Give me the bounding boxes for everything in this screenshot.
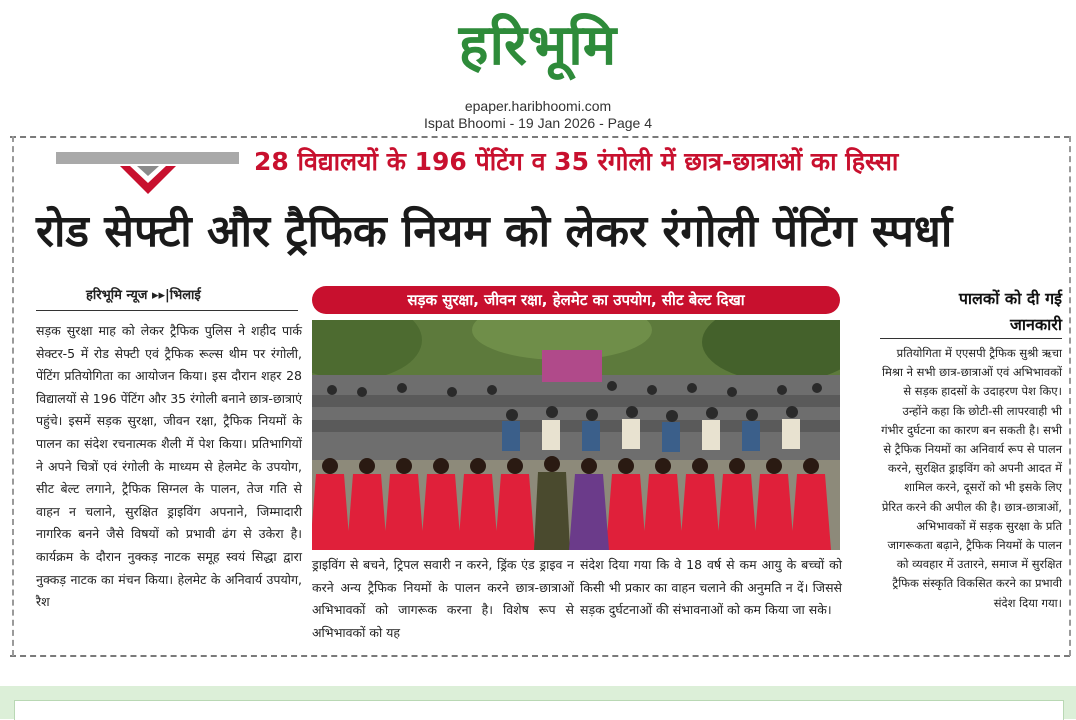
article-body-middle-column-1: ड्राइविंग से बचने, ट्रिपल सवारी न करने, ड्रिंक एंड ड्राइव न करने अन्य ट्रैफिक नियमों के पालन करने छात्र-छात्राओं अभिभावकों को जागरूक करना है। विशेष रूप से अभिभावकों को यह xyxy=(312,557,574,640)
haribhoomi-logo: हरिभूमि xyxy=(458,13,618,78)
article-byline: हरिभूमि न्यूज ▸▸|भिलाई xyxy=(86,288,201,303)
chevron-down-icon xyxy=(120,166,176,194)
article-body-left-column: सड़क सुरक्षा माह को लेकर ट्रैफिक पुलिस ने शहीद पार्क सेक्टर-5 में रोड सेफ्टी एवं ट्रैफिक रूल्स थीम पर रंगोली, पेंटिंग प्रतियोगिता का आयोजन किया। इस दौरान शहर 28 विद्यालयों से 196 पेंटिंग और 35 रंगोली बनाने छात्र-छात्राएं पहुंचे। इसमें सड़क सुरक्षा, जीवन रक्षा, ट्रैफिक नियमों के पालन का संदेश रचनात्मक शैली में पेश किया। प्रतिभागियों ने अपने चित्रों एवं रंगोली के माध्यम से हेलमेट के उपयोग, सीट बेल्ट लगाने, ट्रैफिक सिग्नल के पालन, तेज गति से वाहन न चलाने, सुरक्षित ड्राइविंग अपनाने, जिम्मादारी नागरिक बनने जैसे विषयों को प्रभावी ढंग से उकेरा है। कार्यक्रम के दौरान नुक्कड़ नाटक समूह स्वयं सिद्धा द्वारा नुक्कड़ नाटक का मंचन किया। हेलमेट के अनिवार्य उपयोग, रैश xyxy=(36,323,302,610)
clipping-border-right xyxy=(1069,136,1071,656)
footer-panel xyxy=(14,700,1064,720)
site-url[interactable]: epaper.haribhoomi.com xyxy=(464,98,612,114)
sidebar-body: प्रतियोगिता में एएसपी ट्रैफिक सुश्री ऋचा मिश्रा ने सभी छात्र-छात्राओं एवं अभिभावकों से सड़क हादसों के उदाहरण पेश किए। उन्होंने कहा कि छोटी-सी लापरवाही भी गंभीर दुर्घटना का कारण बन सकती है। सभी से ट्रैफिक नियमों का अनिवार्य रूप से पालन करने, सुरक्षित ड्राइविंग को अपनी आदत में शामिल करने, दूसरों को भी इसके लिए प्रेरित करने की अपील की है। छात्र-छात्राओं, अभिभावकों में सड़क सुरक्षा के प्रति जागरूकता बढ़ाने, ट्रैफिक नियमों के पालन को व्यवहार में उतारने, समाज में सुरक्षित ट्रैफिक संस्कृति विकसित करने का प्रभावी संदेश दिया गया। xyxy=(881,346,1062,610)
decorative-grey-bar xyxy=(56,152,239,164)
event-group-photo xyxy=(312,320,840,550)
article-body-middle-column-2: संदेश दिया गया कि वे 18 वर्ष से कम आयु के बच्चों को किसी भी प्रकार का वाहन चलाने की अनुमति न दें। जिससे सड़क दुर्घटनाओं की संभावनाओं को कम किया जा सके। xyxy=(580,557,842,618)
sidebar-divider xyxy=(880,338,1062,339)
article-kicker: 28 विद्यालयों के 196 पेंटिंग व 35 रंगोली में छात्र-छात्राओं का हिस्सा xyxy=(254,147,899,176)
edition-info: Ispat Bhoomi - 19 Jan 2026 - Page 4 xyxy=(423,115,653,131)
photo-caption-banner: सड़क सुरक्षा, जीवन रक्षा, हेलमेट का उपयोग, सीट बेल्ट दिखा xyxy=(312,286,840,314)
clipping-border-bottom xyxy=(10,655,1070,657)
sidebar-headline: पालकों को दी गई जानकारी xyxy=(958,289,1062,334)
clipping-border-left xyxy=(12,136,14,656)
article-headline: रोड सेफ्टी और ट्रैफिक नियम को लेकर रंगोली पेंटिंग स्पर्धा xyxy=(36,206,953,257)
byline-divider xyxy=(36,310,298,311)
clipping-border-top xyxy=(10,136,1070,138)
